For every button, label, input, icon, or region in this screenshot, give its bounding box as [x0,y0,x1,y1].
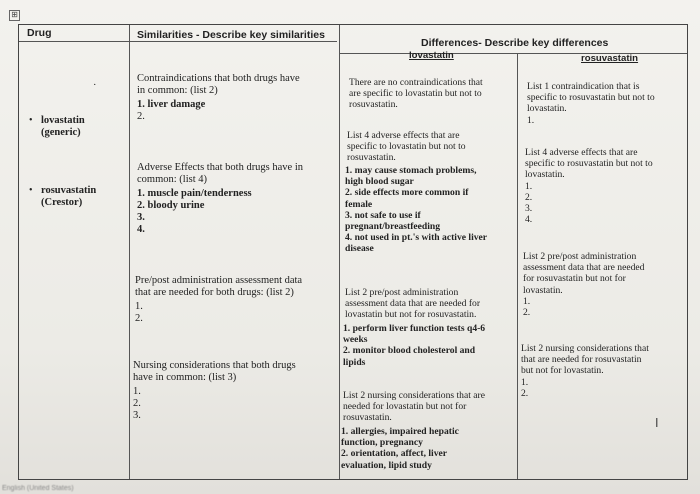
status-bar-language[interactable]: English (United States) [2,485,74,492]
drug-rosuvastatin-type: (Crestor) [41,197,83,208]
sim-adverse-item-2[interactable]: 2. bloody urine [137,200,205,211]
header-similarities: Similarities - Describe key similarities [137,29,325,41]
lova-prepost-prompt: List 2 pre/post administration assessment data that are needed for lovastatin but not for rosuvastatin. [345,287,481,321]
lova-prepost-answers[interactable]: 1. perform liver function tests q4-6 weeks 2. monitor blood cholesterol and lipids [343,323,486,368]
bullet-icon: • [29,185,33,196]
sim-adverse-item-3[interactable]: 3. [137,212,145,223]
sim-prepost-item-1[interactable]: 1. [135,301,143,312]
table-move-handle-icon[interactable]: ⊞ [9,10,20,21]
sim-contra-item-1[interactable]: 1. liver damage [137,99,206,110]
sim-prepost-item-2[interactable]: 2. [135,313,143,324]
lova-adverse-prompt: List 4 adverse effects that are specific to lovastatin but not to rosuvastatin. [347,130,466,164]
comparison-table [18,24,688,480]
drug-lovastatin-name: lovastatin [41,115,85,126]
lova-contra-text: There are no contraindications that are specific to lovastatin but not to rosuvastatin. [349,77,483,111]
sim-adverse-item-4[interactable]: 4. [137,224,145,235]
header-lovastatin: lovastatin [409,50,454,61]
bullet-icon: • [29,115,33,126]
column-divider [339,25,340,479]
rosu-adverse-text[interactable]: List 4 adverse effects that are specific to rosuvastatin but not to lovastatin. 1. 2. 3. 4. [525,147,653,226]
column-divider [129,25,130,479]
rosu-prepost-text[interactable]: List 2 pre/post administration assessment data that are needed for rosuvastatin but not for lovastatin. 1. 2. [523,251,645,319]
sim-adverse-prompt: Adverse Effects that both drugs have in common: (list 4) [137,162,304,185]
sim-contra-item-2[interactable]: 2. [137,111,145,122]
stray-dot: · [93,80,97,91]
column-divider [517,53,518,479]
rosu-nursing-text[interactable]: List 2 nursing considerations that that are needed for rosuvastatin but not for lovastatin. 1. 2. [521,343,649,399]
header-divider [19,41,337,42]
header-rosuvastatin: rosuvastatin [581,53,639,64]
drug-rosuvastatin-name: rosuvastatin [41,185,97,196]
sim-nursing-prompt: Nursing considerations that both drugs have in common: (list 3) [133,360,296,383]
sim-nursing-item-1[interactable]: 1. [133,386,141,397]
lova-nursing-answers[interactable]: 1. allergies, impaired hepatic function, pregnancy 2. orientation, affect, liver evaluation, lipid study [341,426,459,471]
text-cursor-icon: I [655,416,659,430]
lova-adverse-answers[interactable]: 1. may cause stomach problems, high blood sugar 2. side effects more common if female 3. not safe to use if pregnant/breastfeeding 4. not used in pt.'s with active liver disease [345,165,488,255]
drug-lovastatin-type: (generic) [41,127,81,138]
rosu-contra-text[interactable]: List 1 contraindication that is specific to rosuvastatin but not to lovastatin. 1. [527,81,655,126]
header-differences: Differences- Describe key differences [421,37,609,49]
sim-nursing-item-2[interactable]: 2. [133,398,141,409]
sim-prepost-prompt: Pre/post administration assessment data that are needed for both drugs: (list 2) [135,275,303,298]
sim-adverse-item-1[interactable]: 1. muscle pain/tenderness [137,188,252,199]
sim-nursing-item-3[interactable]: 3. [133,410,141,421]
lova-nursing-prompt: List 2 nursing considerations that are needed for lovastatin but not for rosuvastatin. [343,390,486,424]
sim-contraindications-prompt: Contraindications that both drugs have in common: (list 2) [137,73,300,96]
header-drug: Drug [27,27,52,39]
